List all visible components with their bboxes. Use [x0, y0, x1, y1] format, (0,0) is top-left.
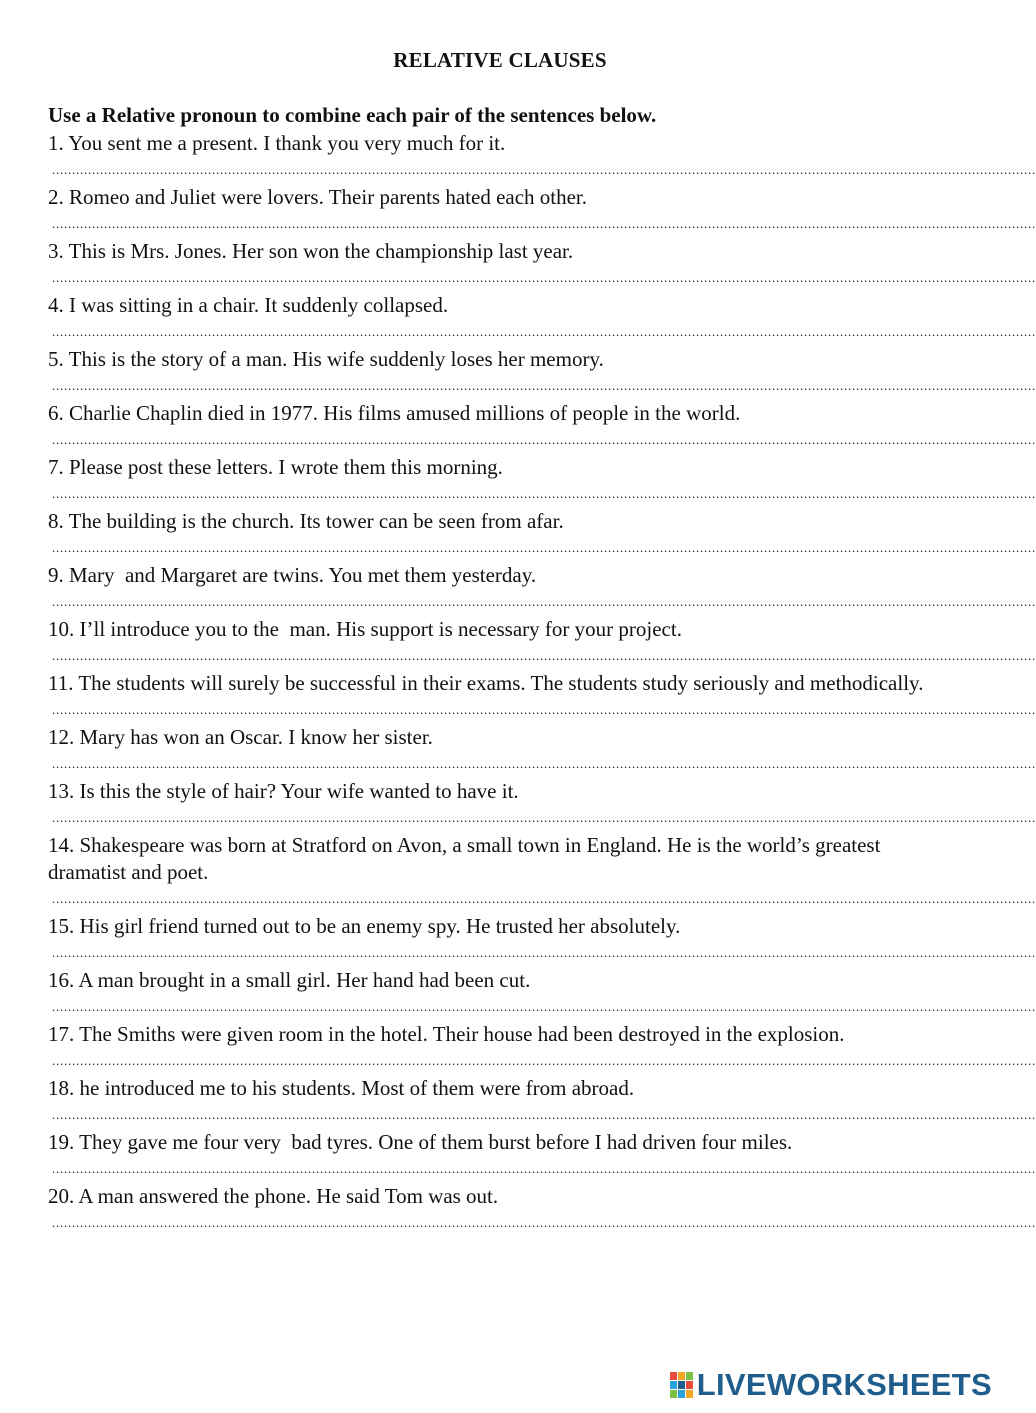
answer-field-5[interactable]: [48, 373, 1036, 400]
answer-field-10[interactable]: [48, 643, 1036, 670]
exercise-item-9: [48, 562, 1036, 616]
exercise-item-3: [48, 238, 1036, 292]
question-text-9: 9. Mary and Margaret are twins. You met them yesterday.: [48, 563, 537, 587]
answer-placeholder-dots: ......................................................................................................................................................................................................................................................: [52, 999, 1036, 1014]
answer-placeholder-dots: ......................................................................................................................................................................................................................................................: [52, 1161, 1036, 1176]
answer-placeholder-dots: ......................................................................................................................................................................................................................................................: [52, 162, 1036, 177]
question-text-2: 2. Romeo and Juliet were lovers. Their parents hated each other.: [48, 185, 588, 209]
answer-placeholder-dots: ......................................................................................................................................................................................................................................................: [52, 648, 1036, 663]
liveworksheets-logo: [669, 1367, 992, 1403]
exercise-list: [48, 130, 1036, 1237]
exercise-item-1: [48, 130, 1036, 184]
answer-placeholder-dots: ......................................................................................................................................................................................................................................................: [52, 540, 1036, 555]
answer-field-2[interactable]: [48, 211, 1036, 238]
answer-placeholder-dots: ......................................................................................................................................................................................................................................................: [52, 756, 1036, 771]
answer-placeholder-dots: ......................................................................................................................................................................................................................................................: [52, 945, 1036, 960]
answer-field-11[interactable]: [48, 697, 1036, 724]
answer-placeholder-dots: ......................................................................................................................................................................................................................................................: [52, 270, 1036, 285]
answer-field-19[interactable]: [48, 1156, 1036, 1183]
answer-placeholder-dots: ......................................................................................................................................................................................................................................................: [52, 702, 1036, 717]
exercise-item-14: [48, 832, 1036, 913]
answer-field-4[interactable]: [48, 319, 1036, 346]
answer-field-12[interactable]: [48, 751, 1036, 778]
answer-placeholder-dots: ......................................................................................................................................................................................................................................................: [52, 378, 1036, 393]
instruction-text: Use a Relative pronoun to combine each pair of the sentences below.: [48, 103, 657, 127]
liveworksheets-logo-icon: [669, 1370, 695, 1400]
page-title: RELATIVE CLAUSES: [393, 48, 607, 72]
exercise-item-4: [48, 292, 1036, 346]
question-text-15: 15. His girl friend turned out to be an enemy spy. He trusted her absolutely.: [48, 914, 681, 938]
question-text-19: 19. They gave me four very bad tyres. One of them burst before I had driven four miles.: [48, 1130, 793, 1154]
question-text-8: 8. The building is the church. Its tower can be seen from afar.: [48, 509, 564, 533]
answer-placeholder-dots: ......................................................................................................................................................................................................................................................: [52, 432, 1036, 447]
question-text-18: 18. he introduced me to his students. Most of them were from abroad.: [48, 1076, 635, 1100]
answer-field-20[interactable]: [48, 1210, 1036, 1237]
question-text-6: 6. Charlie Chaplin died in 1977. His films amused millions of people in the world.: [48, 401, 741, 425]
answer-field-16[interactable]: [48, 994, 1036, 1021]
exercise-item-2: [48, 184, 1036, 238]
answer-field-9[interactable]: [48, 589, 1036, 616]
question-text-12: 12. Mary has won an Oscar. I know her sister.: [48, 725, 433, 749]
answer-placeholder-dots: ......................................................................................................................................................................................................................................................: [52, 1107, 1036, 1122]
question-text-7: 7. Please post these letters. I wrote them this morning.: [48, 455, 503, 479]
exercise-item-12: [48, 724, 1036, 778]
answer-field-6[interactable]: [48, 427, 1036, 454]
answer-field-17[interactable]: [48, 1048, 1036, 1075]
question-text-1: 1. You sent me a present. I thank you very much for it.: [48, 131, 506, 155]
answer-field-1[interactable]: [48, 157, 1036, 184]
answer-placeholder-dots: ......................................................................................................................................................................................................................................................: [52, 1053, 1036, 1068]
answer-placeholder-dots: ......................................................................................................................................................................................................................................................: [52, 891, 1036, 906]
exercise-item-5: [48, 346, 1036, 400]
exercise-item-20: [48, 1183, 1036, 1237]
exercise-item-13: [48, 778, 1036, 832]
question-text-11: 11. The students will surely be successful in their exams. The students study seriously and methodically.: [48, 671, 924, 695]
answer-placeholder-dots: ......................................................................................................................................................................................................................................................: [52, 216, 1036, 231]
answer-placeholder-dots: ......................................................................................................................................................................................................................................................: [52, 1215, 1036, 1230]
answer-placeholder-dots: ......................................................................................................................................................................................................................................................: [52, 810, 1036, 825]
answer-field-7[interactable]: [48, 481, 1036, 508]
exercise-item-18: [48, 1075, 1036, 1129]
question-text-10: 10. I’ll introduce you to the man. His support is necessary for your project.: [48, 617, 682, 641]
answer-placeholder-dots: ......................................................................................................................................................................................................................................................: [52, 486, 1036, 501]
answer-placeholder-dots: ......................................................................................................................................................................................................................................................: [52, 324, 1036, 339]
question-text-4: 4. I was sitting in a chair. It suddenly collapsed.: [48, 293, 449, 317]
exercise-item-15: [48, 913, 1036, 967]
answer-field-3[interactable]: [48, 265, 1036, 292]
question-text-16: 16. A man brought in a small girl. Her hand had been cut.: [48, 968, 531, 992]
answer-field-8[interactable]: [48, 535, 1036, 562]
exercise-item-8: [48, 508, 1036, 562]
answer-field-14[interactable]: [48, 886, 1036, 913]
exercise-item-11: [48, 670, 1036, 724]
exercise-item-6: [48, 400, 1036, 454]
exercise-item-7: [48, 454, 1036, 508]
answer-field-13[interactable]: [48, 805, 1036, 832]
exercise-item-19: [48, 1129, 1036, 1183]
question-text-20: 20. A man answered the phone. He said Tom was out.: [48, 1184, 499, 1208]
logo-text: LIVEWORKSHEETS: [696, 1367, 992, 1402]
exercise-item-17: [48, 1021, 1036, 1075]
answer-field-18[interactable]: [48, 1102, 1036, 1129]
question-text-13: 13. Is this the style of hair? Your wife wanted to have it.: [48, 779, 519, 803]
question-text-5: 5. This is the story of a man. His wife suddenly loses her memory.: [48, 347, 604, 371]
exercise-item-16: [48, 967, 1036, 1021]
exercise-item-10: [48, 616, 1036, 670]
question-text-14: 14. Shakespeare was born at Stratford on Avon, a small town in England. He is the world’s greatest dramatist and poet.: [48, 833, 881, 884]
answer-placeholder-dots: ......................................................................................................................................................................................................................................................: [52, 594, 1036, 609]
question-text-17: 17. The Smiths were given room in the hotel. Their house had been destroyed in the explosion.: [48, 1022, 845, 1046]
question-text-3: 3. This is Mrs. Jones. Her son won the championship last year.: [48, 239, 574, 263]
answer-field-15[interactable]: [48, 940, 1036, 967]
